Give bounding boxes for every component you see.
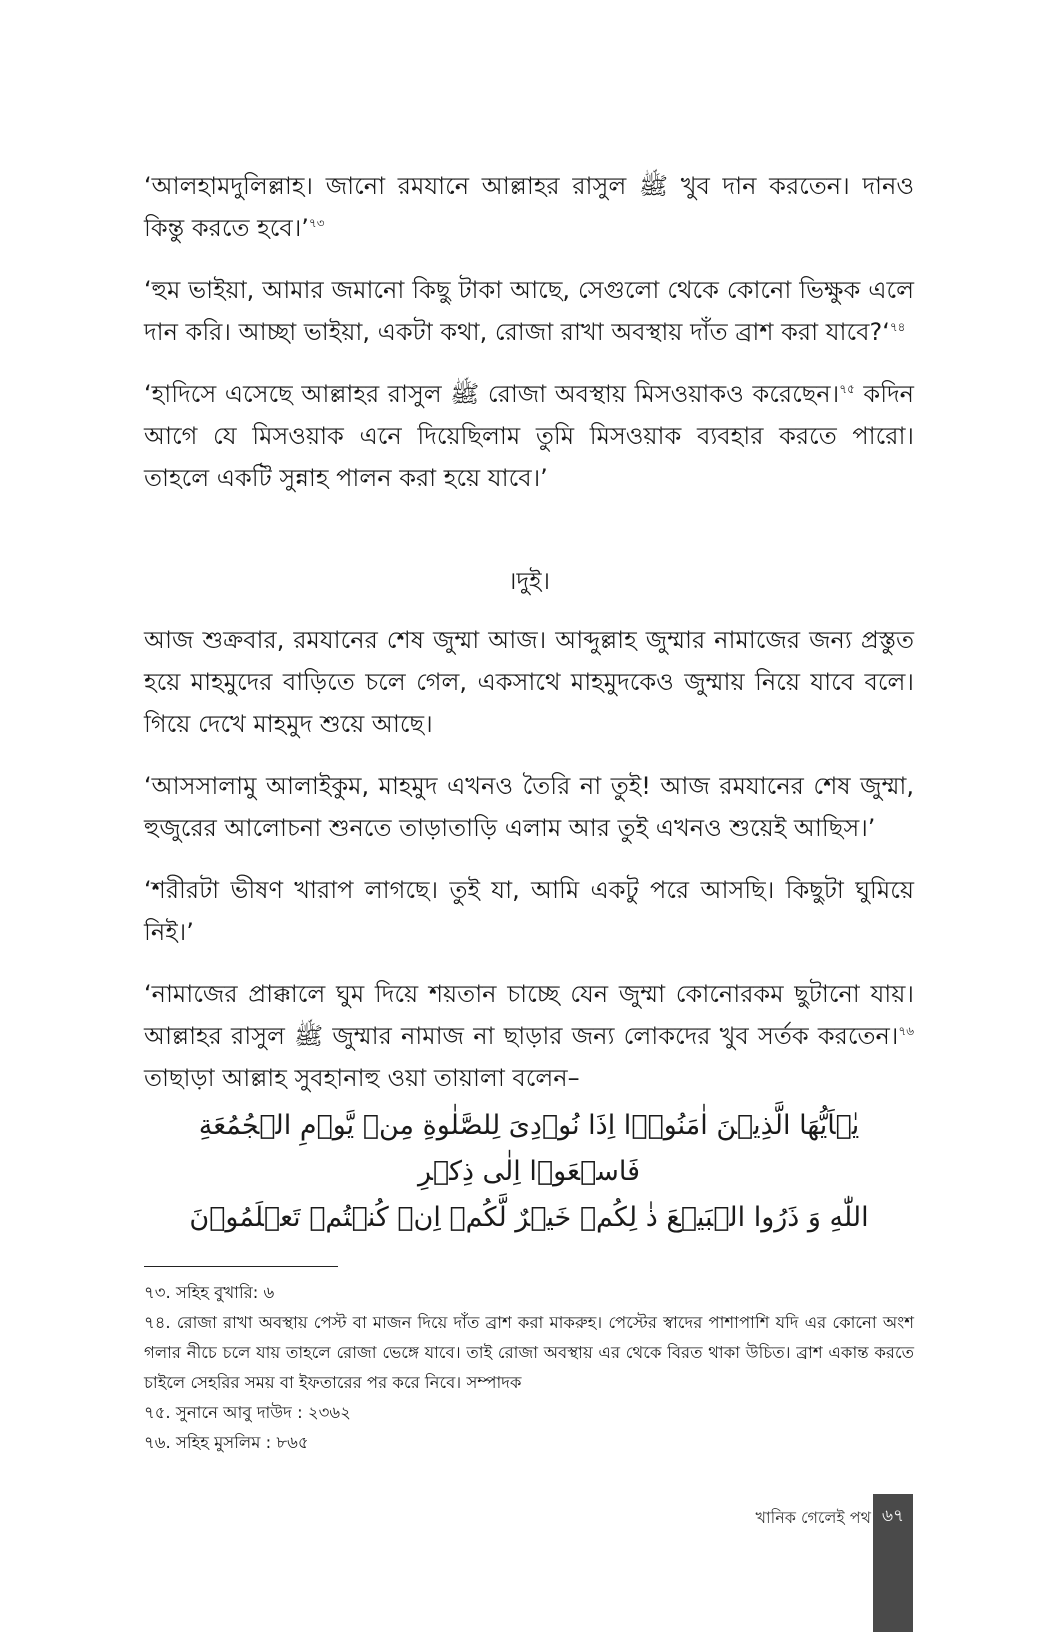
paragraph-1: ‘আলহামদুলিল্লাহ। জানো রমযানে আল্লাহর রাসুল ﷺ খুব দান করতেন। দানও কিন্তু করতে হবে।’$^{৭৩}$ [144, 172, 914, 242]
section-heading: ।দুই। [507, 567, 551, 595]
footnote-ref-76[interactable]: ৭৬ [898, 1024, 914, 1038]
page-number: ৬৭ [881, 1506, 905, 1526]
footnote-ref-73[interactable]: ৭৩ [308, 216, 325, 230]
running-title: খানিক গেলেই পথ [755, 1508, 871, 1527]
paragraph-3: ‘হাদিসে এসেছে আল্লাহর রাসুল ﷺ রোজা অবস্থায় মিসওয়াকও করেছেন।$^{৭৫}$ কদিন আগে যে মিসওয়াক এনে দিয়েছিলাম তুমি মিসওয়াক ব্যবহার করতে পারো। তাহলে একটি সুন্নাহ পালন করা হয়ে যাবে।’ [144, 380, 914, 492]
footnote-73: ৭৩. সহিহ বুখারি: ৬ [144, 1283, 275, 1302]
quran-verse [144, 1103, 914, 1241]
footnote-76: ৭৬. সহিহ মুসলিম : ৮৬৫ [144, 1433, 309, 1452]
footnote-ref-75[interactable]: ৭৫ [839, 382, 855, 396]
footnote-ref-74[interactable]: ৭৪ [889, 320, 906, 334]
paragraph-7: ‘নামাজের প্রাক্কালে ঘুম দিয়ে শয়তান চাচ্ছে যেন জুম্মা কোনোরকম ছুটানো যায়। আল্লাহর রাসুল ﷺ জুম্মার নামাজ না ছাড়ার জন্য লোকদের খুব সর্তক করতেন।$^{৭৬}$ তাছাড়া আল্লাহ সুবহানাহু ওয়া তায়ালা বলেন– [144, 980, 914, 1092]
paragraph-4: আজ শুক্রবার, রমযানের শেষ জুম্মা আজ। আব্দুল্লাহ জুম্মার নামাজের জন্য প্রস্তুত হয়ে মাহমুদের বাড়িতে চলে গেল, একসাথে মাহমুদকেও জুম্মায় নিয়ে যাবে বলে। গিয়ে দেখে মাহমুদ শুয়ে আছে। [144, 626, 914, 738]
footnote-75: ৭৫. সুনানে আবু দাউদ : ২৩৬২ [144, 1403, 351, 1422]
paragraph-2: ‘হুম ভাইয়া, আমার জমানো কিছু টাকা আছে, সেগুলো থেকে কোনো ভিক্ষুক এলে দান করি। আচ্ছা ভাইয়া, একটা কথা, রোজা রাখা অবস্থায় দাঁত ব্রাশ করা যাবে?‘$^{৭৪}$ [144, 276, 914, 346]
paragraph-6: ‘শরীরটা ভীষণ খারাপ লাগছে। তুই যা, আমি একটু পরে আসছি। কিছুটা ঘুমিয়ে নিই।’ [144, 876, 914, 946]
quran-verse-line-2: اللّٰهِ وَ ذَرُوا الۡبَيۡعَ​ ذٰ لِكُمۡ خَيۡرٌ لَّكُمۡ اِنۡ كُنۡتُمۡ تَعۡلَمُوۡنَ [189, 1202, 869, 1233]
paragraph-5: ‘আসসালামু আলাইকুম, মাহমুদ এখনও তৈরি না তুই! আজ রমযানের শেষ জুম্মা, হুজুরের আলোচনা শুনতে তাড়াতাড়ি এলাম আর তুই এখনও শুয়েই আছিস।’ [144, 772, 914, 842]
main-text [144, 165, 914, 1241]
footnote-74: ৭৪. রোজা রাখা অবস্থায় পেস্ট বা মাজন দিয়ে দাঁত ব্রাশ করা মাকরুহ। পেস্টের স্বাদের পাশাপাশি যদি এর কোনো অংশ গলার নীচে চলে যায় তাহলে রোজা ভেঙ্গে যাবে। তাই রোজা অবস্থায় এর থেকে বিরত থাকা উচিত। ব্রাশ একান্ত করতে চাইলে সেহরির সময় বা ইফতারের পর করে নিবে। সম্পাদক [144, 1313, 914, 1392]
quran-verse-line-1: يٰۤاَيُّهَا الَّذِيۡنَ اٰمَنُوۡۤا اِذَا نُوۡدِىَ لِلصَّلٰوةِ مِنۡ يَّوۡمِ الۡجُمُعَةِ فَاسۡعَوۡا اِلٰى ذِكۡرِ [198, 1110, 860, 1187]
footnote-divider [144, 1266, 338, 1267]
footnotes [144, 1278, 914, 1458]
